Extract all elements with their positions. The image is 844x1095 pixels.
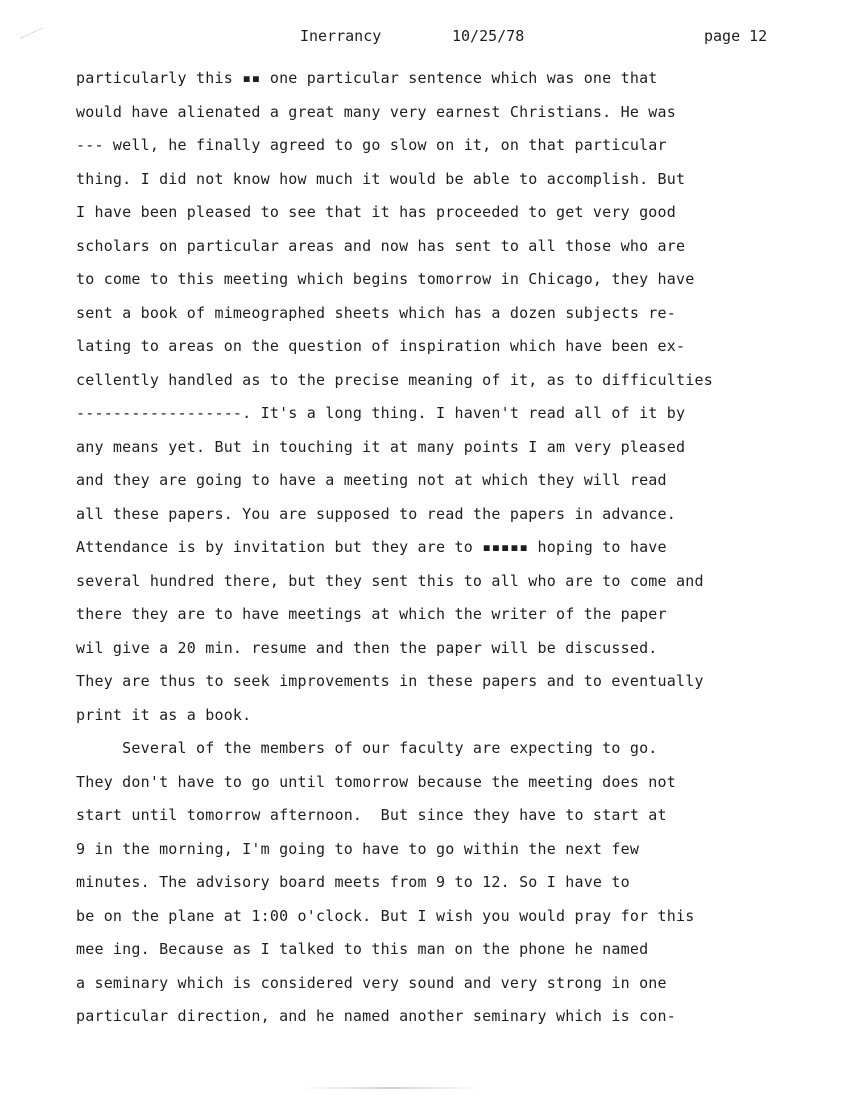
header-page-number: page 12: [704, 27, 768, 45]
text-line: sent a book of mimeographed sheets which has a dozen subjects re-: [76, 304, 676, 322]
text-line: to come to this meeting which begins tomorrow in Chicago, they have: [76, 270, 695, 288]
text-line: minutes. The advisory board meets from 9 to 12. So I have to: [76, 873, 630, 891]
text-line: thing. I did not know how much it would be able to accomplish. But: [76, 170, 686, 188]
text-line: scholars on particular areas and now has sent to all those who are: [76, 237, 686, 255]
text-line: would have alienated a great many very earnest Christians. He was: [76, 103, 676, 121]
text-line: cellently handled as to the precise meaning of it, as to difficulties: [76, 371, 713, 389]
text-line: particular direction, and he named another seminary which is con-: [76, 1007, 676, 1025]
text-line: mee ing. Because as I talked to this man on the phone he named: [76, 940, 649, 958]
text-line: Attendance is by invitation but they are to ▪▪▪▪▪ hoping to have: [76, 538, 667, 556]
text-line: --- well, he finally agreed to go slow on it, on that particular: [76, 136, 667, 154]
text-line: particularly this ▪▪ one particular sentence which was one that: [76, 69, 658, 87]
text-line: there they are to have meetings at which the writer of the paper: [76, 605, 667, 623]
text-line: wil give a 20 min. resume and then the paper will be discussed.: [76, 639, 658, 657]
page-header: [0, 27, 844, 49]
text-line: ------------------. It's a long thing. I haven't read all of it by: [76, 404, 686, 422]
text-line: several hundred there, but they sent this to all who are to come and: [76, 572, 704, 590]
text-line: a seminary which is considered very sound and very strong in one: [76, 974, 667, 992]
header-date: 10/25/78: [452, 27, 525, 45]
text-line: They don't have to go until tomorrow because the meeting does not: [76, 773, 676, 791]
text-line: and they are going to have a meeting not at which they will read: [76, 471, 667, 489]
text-line: I have been pleased to see that it has proceeded to get very good: [76, 203, 676, 221]
text-line: all these papers. You are supposed to read the papers in advance.: [76, 505, 676, 523]
text-line: any means yet. But in touching it at many points I am very pleased: [76, 438, 686, 456]
text-line: lating to areas on the question of inspiration which have been ex-: [76, 337, 686, 355]
text-line: Several of the members of our faculty are expecting to go.: [76, 739, 658, 757]
text-line: They are thus to seek improvements in these papers and to eventually: [76, 672, 704, 690]
text-line: be on the plane at 1:00 o'clock. But I wish you would pray for this: [76, 907, 695, 925]
text-line: 9 in the morning, I'm going to have to go within the next few: [76, 840, 640, 858]
bottom-smudge: [300, 1087, 480, 1089]
text-line: print it as a book.: [76, 706, 252, 724]
text-line: start until tomorrow afternoon. But since they have to start at: [76, 806, 667, 824]
header-title: Inerrancy: [300, 27, 382, 45]
